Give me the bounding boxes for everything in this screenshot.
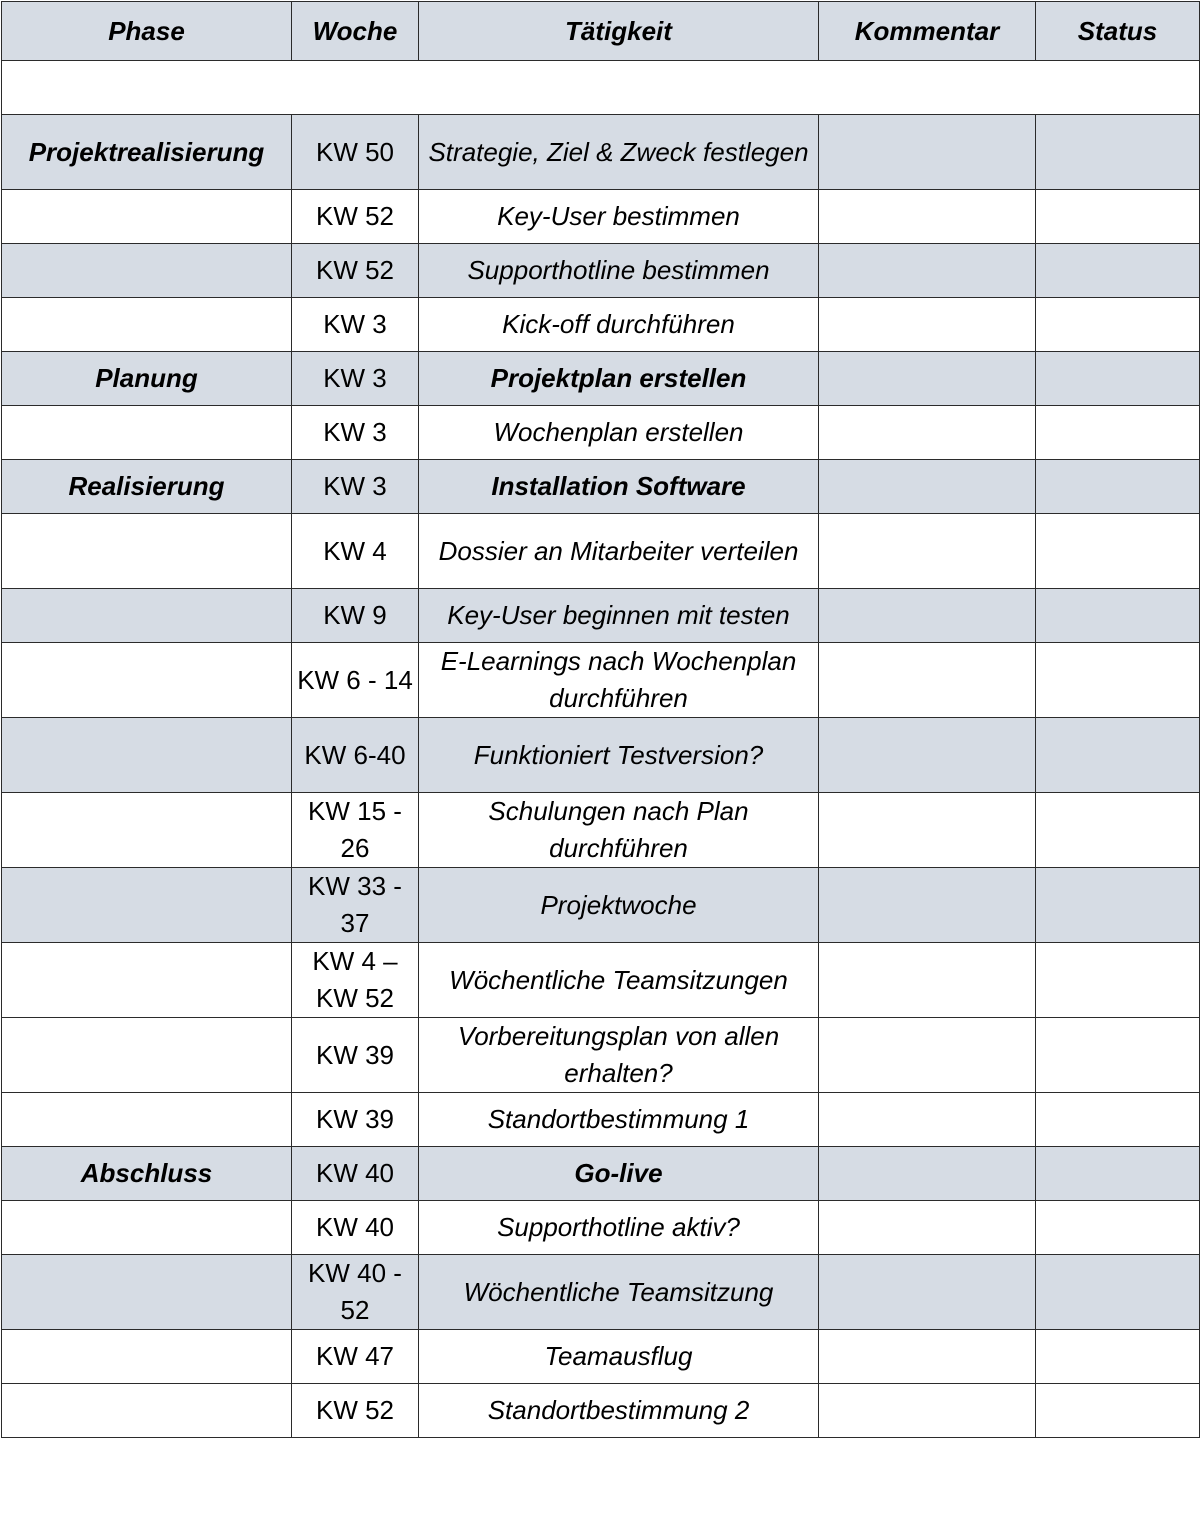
phase-cell <box>2 868 292 943</box>
status-cell[interactable] <box>1036 943 1200 1018</box>
week-cell: KW 33 - 37 <box>292 868 419 943</box>
phase-cell <box>2 589 292 643</box>
status-cell[interactable] <box>1036 115 1200 190</box>
status-cell[interactable] <box>1036 244 1200 298</box>
week-cell: KW 3 <box>292 352 419 406</box>
status-cell[interactable] <box>1036 868 1200 943</box>
week-cell: KW 39 <box>292 1018 419 1093</box>
week-cell: KW 39 <box>292 1093 419 1147</box>
comment-cell[interactable] <box>819 190 1036 244</box>
task-cell: Funktioniert Testversion? <box>419 718 819 793</box>
status-cell[interactable] <box>1036 718 1200 793</box>
comment-cell[interactable] <box>819 460 1036 514</box>
comment-cell[interactable] <box>819 514 1036 589</box>
week-cell: KW 9 <box>292 589 419 643</box>
task-cell: Schulungen nach Plan durchführen <box>419 793 819 868</box>
phase-cell: Abschluss <box>2 1147 292 1201</box>
table-row <box>2 1384 1200 1438</box>
task-cell: Standortbestimmung 1 <box>419 1093 819 1147</box>
status-cell[interactable] <box>1036 1147 1200 1201</box>
comment-cell[interactable] <box>819 1384 1036 1438</box>
phase-cell <box>2 1384 292 1438</box>
empty-spacer-row <box>2 61 1200 115</box>
comment-cell[interactable] <box>819 643 1036 718</box>
week-cell: KW 15 - 26 <box>292 793 419 868</box>
comment-cell[interactable] <box>819 406 1036 460</box>
table-row <box>2 406 1200 460</box>
week-cell: KW 3 <box>292 460 419 514</box>
phase-cell <box>2 1018 292 1093</box>
table-row <box>2 1330 1200 1384</box>
week-cell: KW 52 <box>292 244 419 298</box>
phase-cell <box>2 943 292 1018</box>
spacer-cell <box>2 61 1200 115</box>
week-cell: KW 52 <box>292 1384 419 1438</box>
status-cell[interactable] <box>1036 406 1200 460</box>
header-taetigkeit: Tätigkeit <box>419 2 819 61</box>
table-row <box>2 1201 1200 1255</box>
comment-cell[interactable] <box>819 1255 1036 1330</box>
table-row <box>2 352 1200 406</box>
table-row <box>2 1093 1200 1147</box>
phase-cell <box>2 793 292 868</box>
phase-cell <box>2 643 292 718</box>
phase-cell <box>2 1201 292 1255</box>
task-cell: Wochenplan erstellen <box>419 406 819 460</box>
status-cell[interactable] <box>1036 1201 1200 1255</box>
task-cell: Projektplan erstellen <box>419 352 819 406</box>
table-row <box>2 190 1200 244</box>
status-cell[interactable] <box>1036 190 1200 244</box>
table-row <box>2 943 1200 1018</box>
task-cell: Supporthotline aktiv? <box>419 1201 819 1255</box>
phase-cell <box>2 1093 292 1147</box>
comment-cell[interactable] <box>819 718 1036 793</box>
phase-cell <box>2 244 292 298</box>
comment-cell[interactable] <box>819 115 1036 190</box>
table-row <box>2 718 1200 793</box>
week-cell: KW 6-40 <box>292 718 419 793</box>
table-row <box>2 1018 1200 1093</box>
status-cell[interactable] <box>1036 793 1200 868</box>
week-cell: KW 40 <box>292 1147 419 1201</box>
comment-cell[interactable] <box>819 868 1036 943</box>
header-status: Status <box>1036 2 1200 61</box>
task-cell: Strategie, Ziel & Zweck festlegen <box>419 115 819 190</box>
task-cell: Supporthotline bestimmen <box>419 244 819 298</box>
week-cell: KW 4 – KW 52 <box>292 943 419 1018</box>
task-cell: Dossier an Mitarbeiter verteilen <box>419 514 819 589</box>
week-cell: KW 40 <box>292 1201 419 1255</box>
phase-cell <box>2 298 292 352</box>
comment-cell[interactable] <box>819 352 1036 406</box>
table-row <box>2 460 1200 514</box>
status-cell[interactable] <box>1036 1255 1200 1330</box>
status-cell[interactable] <box>1036 1093 1200 1147</box>
phase-cell <box>2 190 292 244</box>
task-cell: Projektwoche <box>419 868 819 943</box>
week-cell: KW 3 <box>292 406 419 460</box>
phase-cell <box>2 406 292 460</box>
table-row <box>2 1147 1200 1201</box>
phase-cell: Planung <box>2 352 292 406</box>
table-row <box>2 244 1200 298</box>
phase-cell <box>2 1255 292 1330</box>
week-cell: KW 6 - 14 <box>292 643 419 718</box>
comment-cell[interactable] <box>819 1018 1036 1093</box>
task-cell: Wöchentliche Teamsitzung <box>419 1255 819 1330</box>
table-row <box>2 793 1200 868</box>
week-cell: KW 3 <box>292 298 419 352</box>
comment-cell[interactable] <box>819 1201 1036 1255</box>
status-cell[interactable] <box>1036 298 1200 352</box>
status-cell[interactable] <box>1036 1384 1200 1438</box>
task-cell: Key-User beginnen mit testen <box>419 589 819 643</box>
comment-cell[interactable] <box>819 589 1036 643</box>
task-cell: Standortbestimmung 2 <box>419 1384 819 1438</box>
table-row <box>2 298 1200 352</box>
project-plan-table <box>1 1 1200 1438</box>
table-row <box>2 514 1200 589</box>
task-cell: Wöchentliche Teamsitzungen <box>419 943 819 1018</box>
table-row <box>2 1255 1200 1330</box>
task-cell: Kick-off durchführen <box>419 298 819 352</box>
task-cell: Vorbereitungsplan von allen erhalten? <box>419 1018 819 1093</box>
status-cell[interactable] <box>1036 1330 1200 1384</box>
week-cell: KW 4 <box>292 514 419 589</box>
status-cell[interactable] <box>1036 460 1200 514</box>
task-cell: E-Learnings nach Wochenplan durchführen <box>419 643 819 718</box>
phase-cell: Realisierung <box>2 460 292 514</box>
table-row <box>2 868 1200 943</box>
comment-cell[interactable] <box>819 1147 1036 1201</box>
phase-cell <box>2 718 292 793</box>
header-phase: Phase <box>2 2 292 61</box>
task-cell: Go-live <box>419 1147 819 1201</box>
comment-cell[interactable] <box>819 1330 1036 1384</box>
phase-cell <box>2 514 292 589</box>
comment-cell[interactable] <box>819 793 1036 868</box>
comment-cell[interactable] <box>819 298 1036 352</box>
table-row <box>2 115 1200 190</box>
task-cell: Key-User bestimmen <box>419 190 819 244</box>
comment-cell[interactable] <box>819 1093 1036 1147</box>
status-cell[interactable] <box>1036 352 1200 406</box>
week-cell: KW 47 <box>292 1330 419 1384</box>
status-cell[interactable] <box>1036 1018 1200 1093</box>
header-kommentar: Kommentar <box>819 2 1036 61</box>
table-row <box>2 589 1200 643</box>
status-cell[interactable] <box>1036 589 1200 643</box>
week-cell: KW 50 <box>292 115 419 190</box>
task-cell: Installation Software <box>419 460 819 514</box>
phase-cell: Projektrealisierung <box>2 115 292 190</box>
table-header-row <box>2 2 1200 61</box>
phase-cell <box>2 1330 292 1384</box>
status-cell[interactable] <box>1036 514 1200 589</box>
status-cell[interactable] <box>1036 643 1200 718</box>
table-row <box>2 643 1200 718</box>
comment-cell[interactable] <box>819 943 1036 1018</box>
task-cell: Teamausflug <box>419 1330 819 1384</box>
week-cell: KW 52 <box>292 190 419 244</box>
week-cell: KW 40 - 52 <box>292 1255 419 1330</box>
comment-cell[interactable] <box>819 244 1036 298</box>
header-woche: Woche <box>292 2 419 61</box>
